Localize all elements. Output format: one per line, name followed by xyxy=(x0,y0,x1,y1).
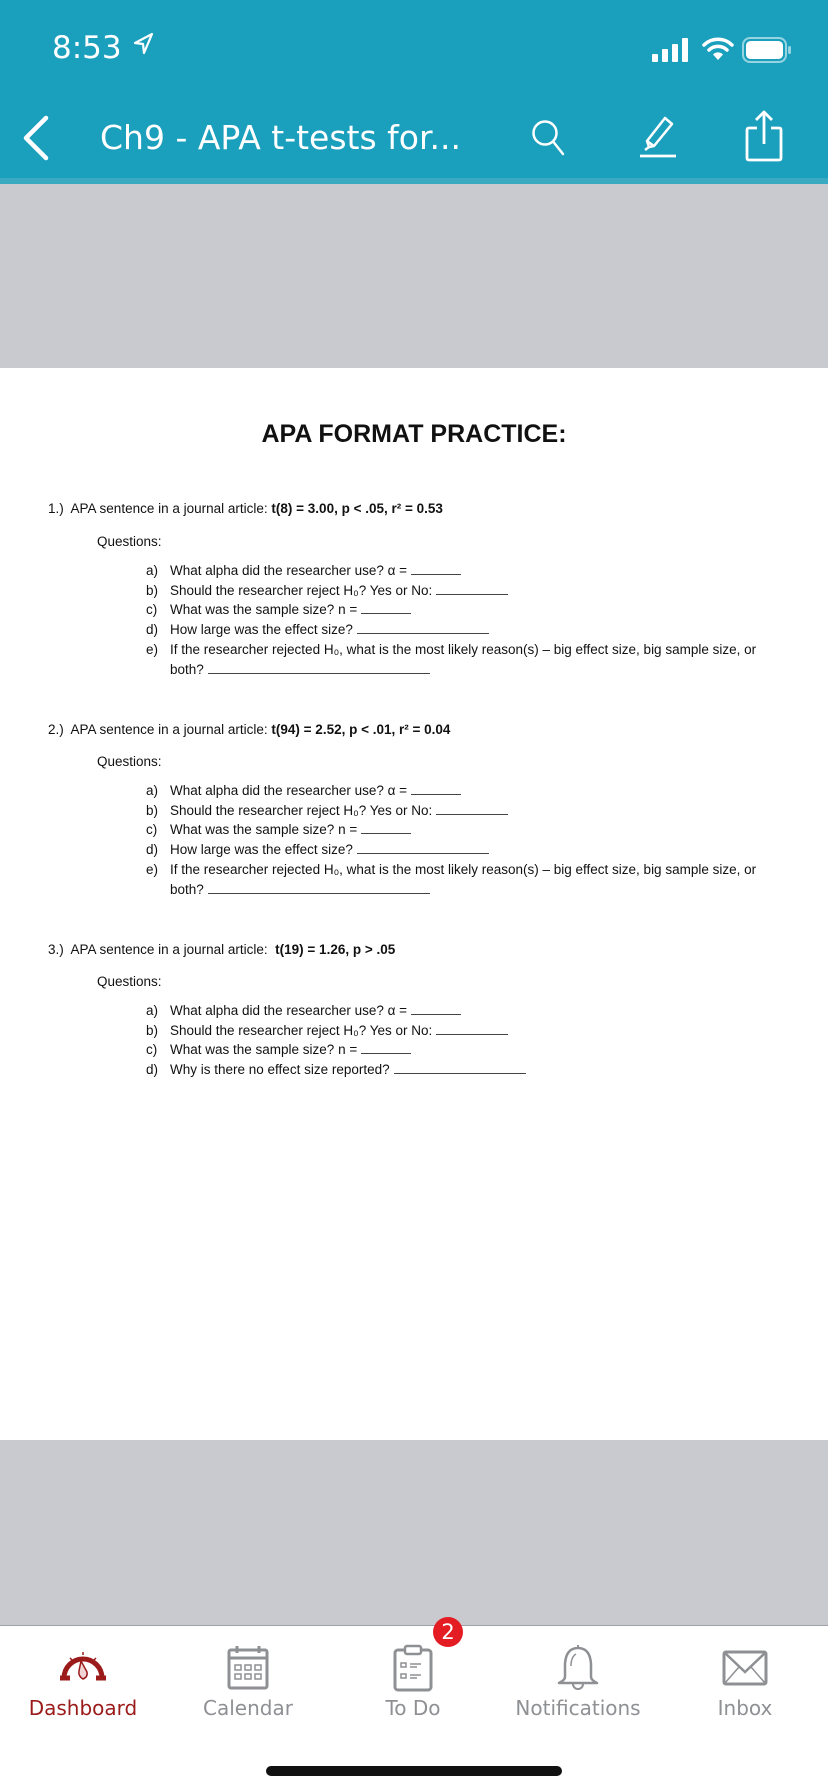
apa-statistic: t(19) = 1.26, p > .05 xyxy=(275,942,396,957)
question-3-prompt xyxy=(48,942,395,957)
answer-blank[interactable] xyxy=(436,582,508,595)
question-prefix: APA sentence in a journal article: xyxy=(70,501,268,516)
apa-statistic: t(94) = 2.52, p < .01, r² = 0.04 xyxy=(271,722,451,737)
calendar-icon xyxy=(226,1644,270,1695)
question-prefix: APA sentence in a journal article: xyxy=(70,942,268,957)
question-prefix: APA sentence in a journal article: xyxy=(70,722,268,737)
answer-blank[interactable] xyxy=(208,881,430,894)
questions-label: Questions: xyxy=(97,534,162,549)
tab-todo[interactable] xyxy=(330,1626,496,1736)
answer-blank[interactable] xyxy=(361,601,411,614)
app-header xyxy=(0,0,828,178)
battery-icon xyxy=(742,37,792,68)
list-item: a) What alpha did the researcher use? α = xyxy=(146,1001,766,1021)
list-item: e) If the researcher rejected H₀, what is the most likely reason(s) – big effect size, big sample size, or both? xyxy=(146,862,757,897)
tab-dashboard[interactable] xyxy=(0,1626,166,1736)
questions-label: Questions: xyxy=(97,974,162,989)
question-number: 1.) xyxy=(48,501,64,516)
apa-statistic: t(8) = 3.00, p < .05, r² = 0.53 xyxy=(271,501,443,516)
page-title: APA FORMAT PRACTICE: xyxy=(261,420,567,448)
list-item: c) What was the sample size? n = xyxy=(146,600,766,620)
highlighter-icon[interactable] xyxy=(637,114,679,165)
viewer-background-bottom xyxy=(0,1440,828,1626)
answer-blank[interactable] xyxy=(436,802,508,815)
answer-blank[interactable] xyxy=(411,782,461,795)
status-time: 8:53 xyxy=(52,30,122,66)
clipboard-todo-icon xyxy=(391,1644,435,1697)
list-item: b) Should the researcher reject H₀? Yes or No: xyxy=(146,1021,766,1041)
answer-blank[interactable] xyxy=(208,661,430,674)
location-arrow-icon xyxy=(132,32,154,61)
answer-blank[interactable] xyxy=(357,621,489,634)
answer-blank[interactable] xyxy=(394,1061,526,1074)
list-item: b) Should the researcher reject H₀? Yes or No: xyxy=(146,801,766,821)
tab-label: Dashboard xyxy=(28,1696,138,1720)
tab-label: To Do xyxy=(385,1696,441,1720)
share-icon[interactable] xyxy=(743,110,785,169)
tab-inbox[interactable] xyxy=(662,1626,828,1736)
back-chevron-icon[interactable] xyxy=(18,114,52,167)
list-item: c) What was the sample size? n = xyxy=(146,820,766,840)
tab-notifications[interactable] xyxy=(495,1626,661,1736)
answer-blank[interactable] xyxy=(357,841,489,854)
list-item: a) What alpha did the researcher use? α = xyxy=(146,781,766,801)
list-item: d) Why is there no effect size reported? xyxy=(146,1060,766,1080)
list-item: c) What was the sample size? n = xyxy=(146,1040,766,1060)
dashboard-gauge-icon xyxy=(58,1644,108,1689)
list-item: b) Should the researcher reject H₀? Yes or No: xyxy=(146,581,766,601)
answer-blank[interactable] xyxy=(361,821,411,834)
bell-icon xyxy=(555,1644,601,1699)
list-item: d) How large was the effect size? xyxy=(146,840,766,860)
answer-blank[interactable] xyxy=(411,1002,461,1015)
question-1-prompt xyxy=(48,501,443,516)
list-item: d) How large was the effect size? xyxy=(146,620,766,640)
tab-calendar[interactable] xyxy=(165,1626,331,1736)
answer-blank[interactable] xyxy=(436,1022,508,1035)
question-number: 2.) xyxy=(48,722,64,737)
todo-count-badge: 2 xyxy=(433,1617,463,1647)
tab-label: Inbox xyxy=(717,1696,773,1720)
list-item: a) What alpha did the researcher use? α = xyxy=(146,561,766,581)
list-item: e) If the researcher rejected H₀, what is the most likely reason(s) – big effect size, big sample size, or both? xyxy=(146,642,757,677)
tab-label: Calendar xyxy=(203,1696,293,1720)
envelope-icon xyxy=(722,1650,768,1691)
signal-icon xyxy=(652,38,692,67)
wifi-icon xyxy=(702,36,734,67)
tab-label: Notifications xyxy=(515,1696,641,1720)
answer-blank[interactable] xyxy=(411,562,461,575)
question-number: 3.) xyxy=(48,942,64,957)
search-icon[interactable] xyxy=(530,118,568,163)
viewer-background-top xyxy=(0,184,828,368)
question-2-prompt xyxy=(48,722,450,737)
document-title: Ch9 - APA t-tests for... xyxy=(100,118,461,157)
questions-label: Questions: xyxy=(97,754,162,769)
home-indicator[interactable] xyxy=(266,1766,562,1776)
document-page[interactable] xyxy=(0,368,828,1440)
answer-blank[interactable] xyxy=(361,1041,411,1054)
